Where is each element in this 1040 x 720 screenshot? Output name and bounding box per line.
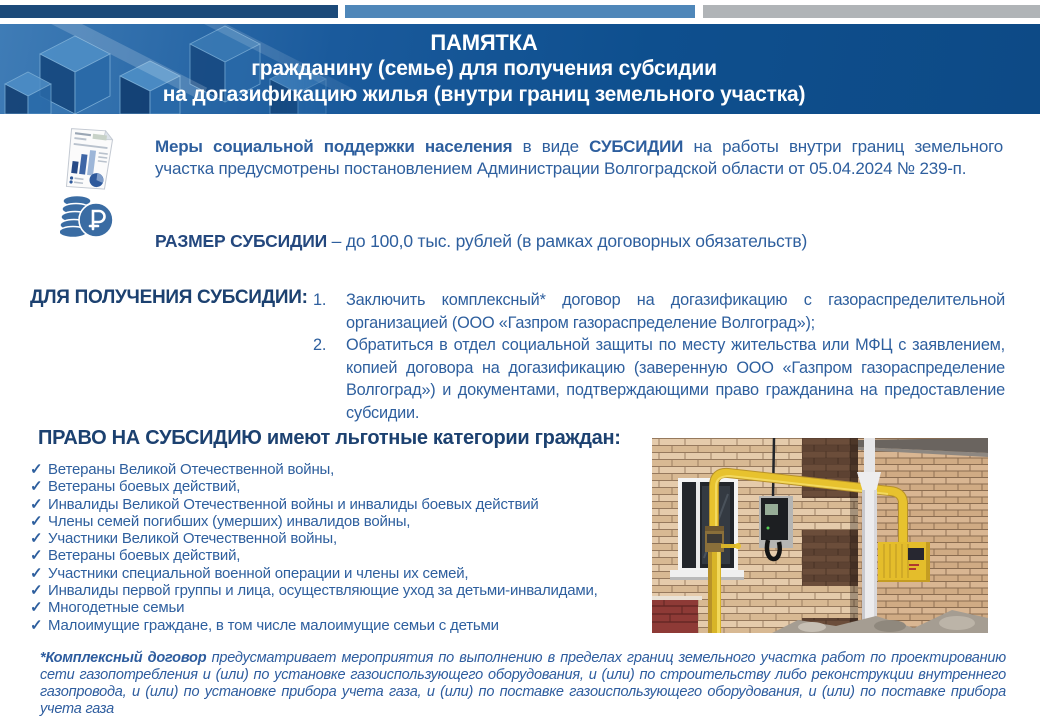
intro-text-3: на работы внутри границ земельного участка предусмотрены постановлением Администрации Волгоградской области от 05.04.2024 № 239-п. bbox=[155, 137, 1003, 178]
amount-label: РАЗМЕР СУБСИДИИ bbox=[155, 231, 328, 251]
category-item bbox=[30, 496, 635, 513]
check-icon: ✓ bbox=[30, 599, 43, 617]
category-label: Члены семей погибших (умерших) инвалидов войны, bbox=[48, 512, 411, 530]
category-item bbox=[30, 547, 635, 564]
check-icon: ✓ bbox=[30, 478, 43, 496]
check-icon: ✓ bbox=[30, 512, 43, 530]
category-label: Ветераны боевых действий, bbox=[48, 478, 241, 496]
gas-meter-box bbox=[878, 542, 930, 582]
footnote bbox=[40, 650, 1006, 718]
category-label: Малоимущие граждане, в том числе малоимущие семьи с детьми bbox=[48, 616, 499, 634]
step-text: Обратиться в отдел социальной защиты по месту жительства или МФЦ с заявлением, копией договора на догазификацию (заверенную ООО «Газпром газораспределение Волгоград») и документами, подтверждающими право гражданина на предоставление субсидии. bbox=[346, 336, 1005, 422]
intro-bold-subsidy: СУБСИДИИ bbox=[589, 137, 684, 156]
category-label: Инвалиды Великой Отечественной войны и инвалиды боевых действий bbox=[48, 495, 539, 513]
right-brick-wall bbox=[858, 438, 988, 633]
steps-heading: ДЛЯ ПОЛУЧЕНИЯ СУБСИДИИ: bbox=[30, 287, 308, 308]
step-text: Заключить комплексный* договор на догазификацию с газораспределительной организацией (ООО «Газпром газораспределение Волгоград»); bbox=[346, 291, 1005, 332]
step-number: 2. bbox=[313, 336, 327, 354]
category-label: Ветераны Великой Отечественной войны, bbox=[48, 461, 335, 478]
gas-installation-photo bbox=[652, 438, 988, 633]
check-icon: ✓ bbox=[30, 616, 43, 634]
category-label: Многодетные семьи bbox=[48, 599, 185, 617]
intro-paragraph bbox=[155, 136, 1003, 179]
category-item bbox=[30, 599, 635, 616]
top-strip-light-blue bbox=[345, 5, 695, 18]
category-label: Участники Великой Отечественной войны, bbox=[48, 530, 337, 548]
rights-heading bbox=[38, 427, 621, 450]
document-chart-icon bbox=[58, 127, 120, 191]
step-number: 1. bbox=[313, 291, 327, 309]
steps-list bbox=[313, 289, 1005, 424]
ruble-coins-icon bbox=[60, 193, 116, 239]
intro-bold-measures: Меры социальной поддержки населения bbox=[155, 137, 513, 156]
red-plinth bbox=[652, 596, 702, 633]
check-icon: ✓ bbox=[30, 530, 43, 548]
category-label: Участники специальной военной операции и члены их семей, bbox=[48, 564, 469, 582]
category-item bbox=[30, 565, 635, 582]
step-item-2 bbox=[313, 334, 1005, 424]
category-label: Ветераны боевых действий, bbox=[48, 547, 241, 565]
category-item bbox=[30, 461, 635, 478]
category-item bbox=[30, 530, 635, 547]
category-label: Инвалиды первой группы и лица, осуществляющие уход за детьми-инвалидами, bbox=[48, 582, 598, 600]
amount-value: – до 100,0 тыс. рублей (в рамках договорных обязательств) bbox=[327, 231, 808, 251]
title-line-1: ПАМЯТКА bbox=[430, 30, 538, 55]
check-icon: ✓ bbox=[30, 461, 43, 478]
top-strip-gray bbox=[703, 5, 1040, 18]
rights-heading-caps: ПРАВО НА СУБСИДИЮ bbox=[38, 427, 262, 449]
footnote-term: *Комплексный договор bbox=[40, 650, 207, 666]
check-icon: ✓ bbox=[30, 495, 43, 513]
category-item bbox=[30, 582, 635, 599]
footnote-text: предусматривает мероприятия по выполнению в пределах границ земельного участка работ по проектированию сети газопотребления и (или) по установке газоиспользующего оборудования, и (или) по строительству либо реконструкции внутреннего газопровода, и (или) по установке прибора учета газа, и (или) по поставке газоиспользующего оборудования, и (или) по поставке прибора учета газа bbox=[40, 650, 1006, 717]
category-item bbox=[30, 478, 635, 495]
rights-heading-rest: имеют льготные категории граждан: bbox=[261, 427, 621, 449]
step-item-1 bbox=[313, 289, 1005, 334]
subsidy-amount-line bbox=[155, 231, 1003, 252]
check-icon: ✓ bbox=[30, 582, 43, 600]
header-band bbox=[0, 24, 1040, 114]
page-title bbox=[0, 24, 1040, 114]
top-strip-dark-blue bbox=[0, 5, 338, 18]
title-line-3: на догазификацию жилья (внутри границ земельного участка) bbox=[162, 83, 806, 106]
title-line-2: гражданину (семье) для получения субсидии bbox=[251, 57, 717, 80]
benefit-categories-list bbox=[30, 461, 635, 634]
category-item bbox=[30, 617, 635, 634]
check-icon: ✓ bbox=[30, 564, 43, 582]
category-item bbox=[30, 513, 635, 530]
check-icon: ✓ bbox=[30, 547, 43, 565]
intro-text-2: в виде bbox=[512, 137, 590, 156]
